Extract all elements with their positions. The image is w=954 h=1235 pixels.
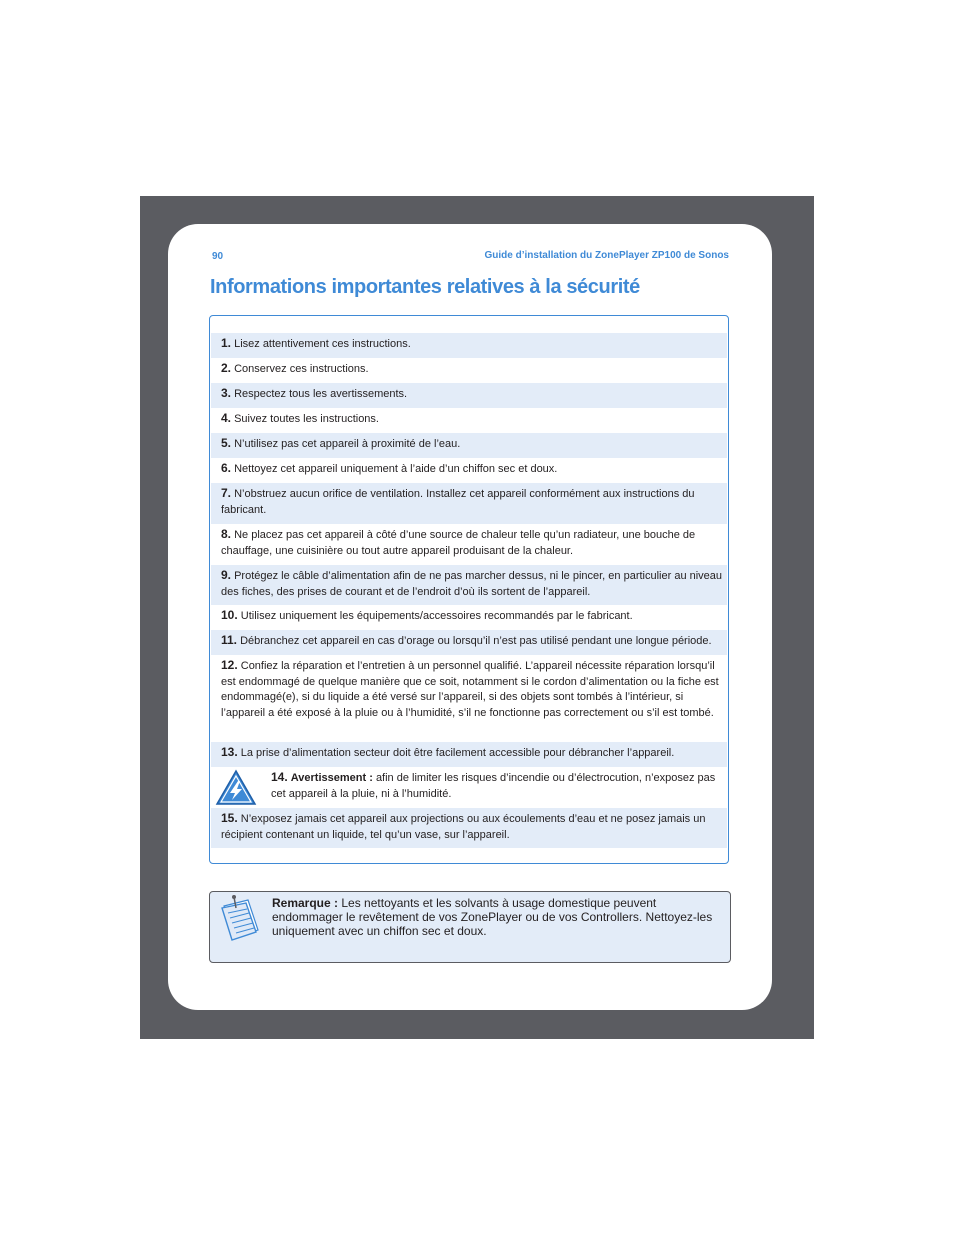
safety-item-11 bbox=[211, 630, 727, 655]
safety-item-5 bbox=[211, 433, 727, 458]
safety-item-14-warning bbox=[211, 767, 727, 808]
item-text: Lisez attentivement ces instructions. bbox=[234, 338, 411, 350]
item-number: 6. bbox=[221, 461, 232, 475]
note-body: Les nettoyants et les solvants à usage domestique peuvent endommager le revêtement de vos ZonePlayer ou de vos Controllers. Nettoyez-les uniquement avec un chiffon sec et doux. bbox=[272, 896, 713, 938]
item-number: 3. bbox=[221, 386, 232, 400]
warning-label: Avertissement : bbox=[290, 772, 373, 784]
item-text: N’exposez jamais cet appareil aux projections ou aux écoulements d’eau et ne posez jamais un récipient contenant un liquide, tel qu’un vase, sur l’appareil. bbox=[221, 813, 706, 841]
item-number: 11. bbox=[221, 633, 238, 647]
safety-item-4 bbox=[211, 408, 727, 433]
safety-item-1 bbox=[211, 333, 727, 358]
page-number: 90 bbox=[212, 251, 224, 262]
item-number: 12. bbox=[221, 658, 238, 672]
item-text: Ne placez pas cet appareil à côté d’une source de chaleur telle qu’un radiateur, une bouche de chauffage, une cuisinière ou tout autre appareil produisant de la chaleur. bbox=[221, 529, 696, 557]
item-text: N’obstruez aucun orifice de ventilation. Installez cet appareil conformément aux instructions du fabricant. bbox=[221, 488, 695, 516]
item-text: Nettoyez cet appareil uniquement à l’aide d’un chiffon sec et doux. bbox=[234, 463, 558, 475]
safety-item-13 bbox=[211, 742, 727, 767]
item-text: Utilisez uniquement les équipements/accessoires recommandés par le fabricant. bbox=[240, 610, 633, 622]
item-number: 10. bbox=[221, 608, 238, 622]
safety-item-12 bbox=[211, 655, 727, 742]
running-header: Guide d’installation du ZonePlayer ZP100 de Sonos bbox=[484, 250, 729, 261]
note-paper-icon bbox=[214, 894, 266, 946]
safety-item-2 bbox=[211, 358, 727, 383]
item-text: Confiez la réparation et l’entretien à un personnel qualifié. L’appareil nécessite réparation lorsqu’il est endommagé de quelque manière que ce soit, notamment si le cordon d’alimentation ou la fiche est endommagé(e), si du liquide a été versé sur l’appareil, si des objets sont tombés à l’intérieur, si l’appareil a été exposé à la pluie ou à l’humidité, s’il ne fonctionne pas correctement ou s’il est tombé. bbox=[221, 660, 719, 719]
item-text: Débranchez cet appareil en cas d’orage ou lorsqu’il n’est pas utilisé pendant une longue période. bbox=[240, 635, 712, 647]
item-text: Suivez toutes les instructions. bbox=[234, 413, 379, 425]
note-box bbox=[209, 891, 731, 963]
item-number: 4. bbox=[221, 411, 232, 425]
item-number: 15. bbox=[221, 811, 238, 825]
note-label: Remarque : bbox=[272, 896, 339, 910]
safety-item-15 bbox=[211, 808, 727, 848]
item-number: 9. bbox=[221, 568, 232, 582]
safety-item-6 bbox=[211, 458, 727, 483]
page-title: Informations importantes relatives à la sécurité bbox=[210, 276, 640, 298]
item-text: La prise d’alimentation secteur doit être facilement accessible pour débrancher l’appareil. bbox=[240, 747, 675, 759]
item-number: 13. bbox=[221, 745, 238, 759]
safety-item-8 bbox=[211, 524, 727, 565]
item-text: Protégez le câble d’alimentation afin de ne pas marcher dessus, ni le pincer, en particulier au niveau des fiches, des prises de courant et de l’endroit d’où ils sortent de l’appareil. bbox=[221, 570, 723, 598]
item-number: 5. bbox=[221, 436, 232, 450]
item-text: afin de limiter les risques d’incendie ou d’électrocution, n’exposez pas cet appareil à la pluie, ni à l’humidité. bbox=[271, 772, 716, 800]
item-text: N’utilisez pas cet appareil à proximité de l’eau. bbox=[234, 438, 461, 450]
safety-instructions-box bbox=[209, 315, 729, 864]
item-number: 7. bbox=[221, 486, 232, 500]
safety-item-7 bbox=[211, 483, 727, 524]
item-text: Respectez tous les avertissements. bbox=[234, 388, 408, 400]
item-number: 14. bbox=[271, 770, 288, 784]
safety-item-10 bbox=[211, 605, 727, 630]
safety-item-3 bbox=[211, 383, 727, 408]
high-voltage-warning-icon bbox=[215, 769, 257, 807]
item-number: 2. bbox=[221, 361, 232, 375]
item-number: 1. bbox=[221, 336, 232, 350]
safety-item-9 bbox=[211, 565, 727, 605]
item-number: 8. bbox=[221, 527, 232, 541]
item-text: Conservez ces instructions. bbox=[234, 363, 369, 375]
note-text bbox=[272, 896, 724, 938]
